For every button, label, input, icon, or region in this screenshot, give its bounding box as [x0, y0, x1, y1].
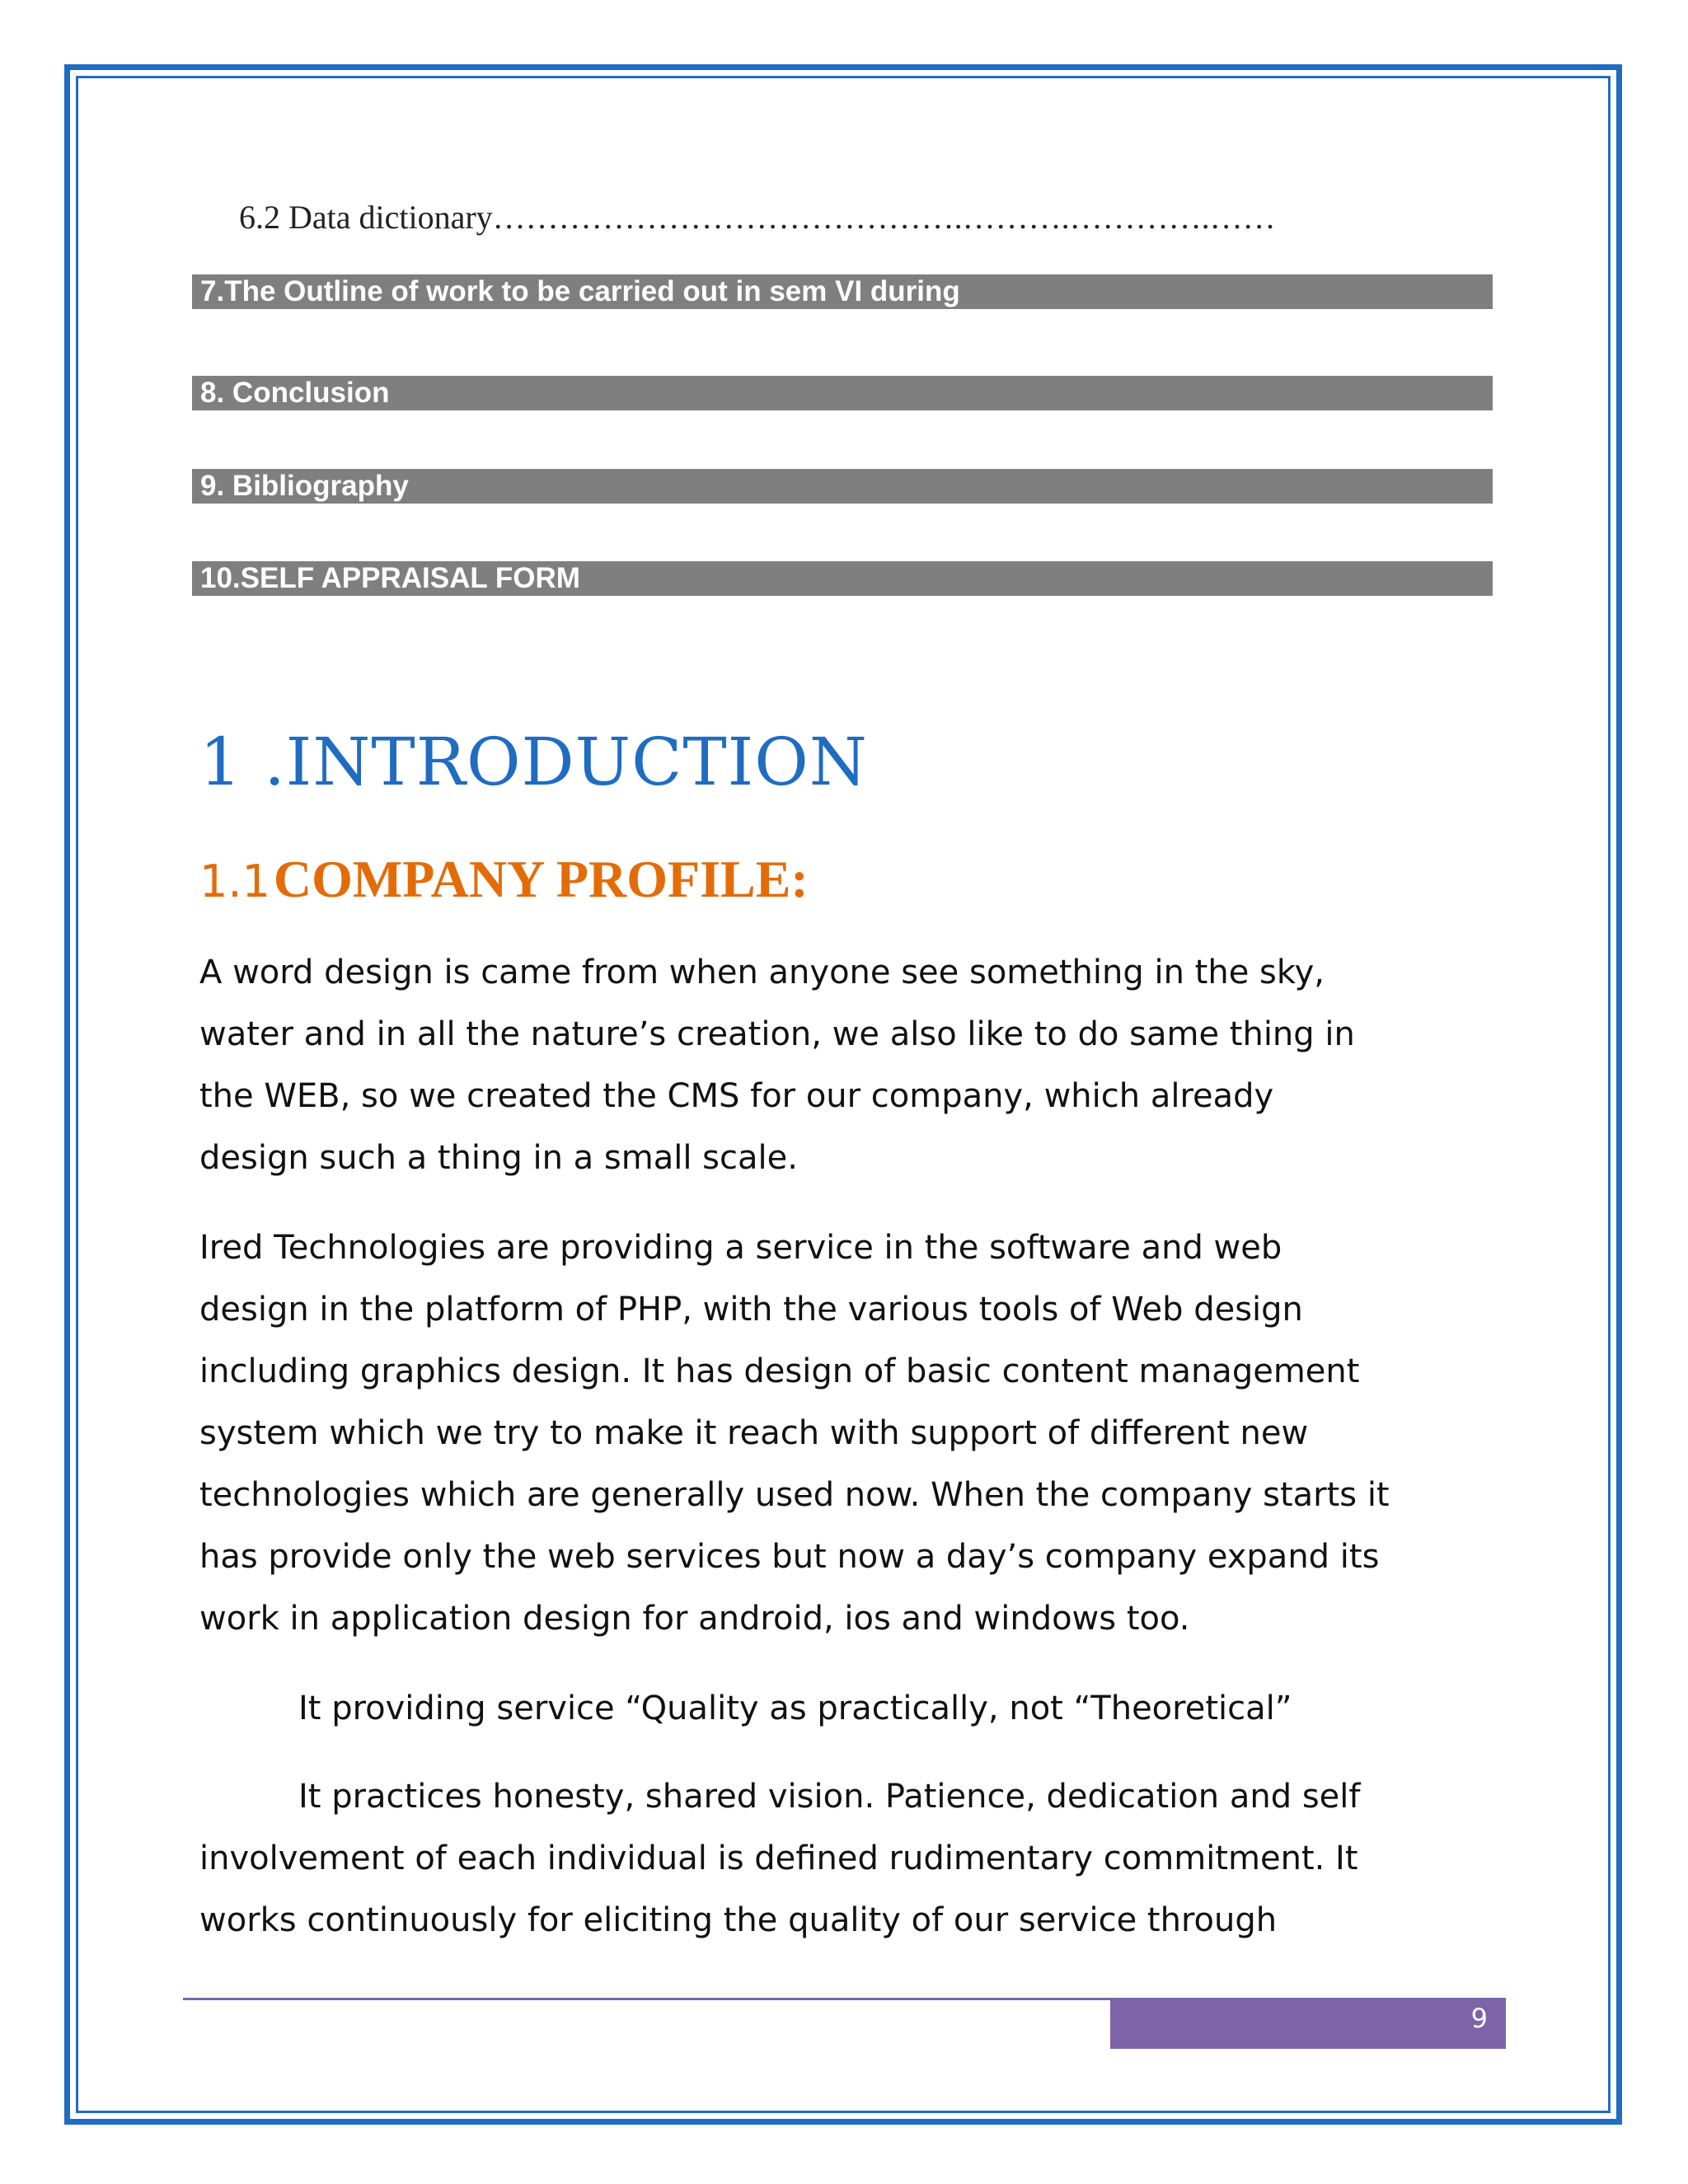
- paragraph-line: A word design is came from when anyone see something in the sky,: [199, 954, 1325, 991]
- paragraph-intro: [199, 942, 1502, 1189]
- paragraph-practices: [199, 1766, 1502, 1952]
- section-number: 1.1: [199, 855, 270, 907]
- toc-bar-bibliography: 9. Bibliography: [192, 469, 1493, 504]
- paragraph-line: system which we try to make it reach with support of different new: [199, 1414, 1309, 1452]
- paragraph-line: design in the platform of PHP, with the various tools of Web design: [199, 1291, 1303, 1329]
- toc-bar-self-appraisal: 10.SELF APPRAISAL FORM: [192, 561, 1493, 596]
- paragraph-line: works continuously for eliciting the quality of our service through: [199, 1901, 1278, 1939]
- paragraph-company-services: [199, 1217, 1502, 1650]
- paragraph-line: water and in all the nature’s creation, we also like to do same thing in: [199, 1015, 1355, 1053]
- paragraph-line: the WEB, so we created the CMS for our company, which already: [199, 1077, 1274, 1115]
- paragraph-line: has provide only the web services but now a day’s company expand its: [199, 1538, 1380, 1576]
- toc-bar-conclusion: 8. Conclusion: [192, 376, 1493, 410]
- paragraph-line: work in application design for android, ios and windows too.: [199, 1600, 1190, 1638]
- paragraph-line: Ired Technologies are providing a service in the software and web: [199, 1229, 1282, 1267]
- paragraph-line: technologies which are generally used now. When the company starts it: [199, 1476, 1390, 1514]
- section-heading: [199, 849, 809, 910]
- paragraph-line: design such a thing in a small scale.: [199, 1139, 798, 1177]
- section-title: COMPANY PROFILE:: [273, 850, 809, 908]
- paragraph-line: It practices honesty, shared vision. Patience, dedication and self: [298, 1778, 1361, 1816]
- paragraph-line: including graphics design. It has design of basic content management: [199, 1352, 1360, 1390]
- paragraph-line: involvement of each individual is defined rudimentary commitment. It: [199, 1840, 1358, 1877]
- paragraph-line: It providing service “Quality as practically, not “Theoretical”: [298, 1690, 1292, 1727]
- chapter-heading: 1 .INTRODUCTION: [199, 724, 868, 800]
- toc-entry-data-dictionary: 6.2 Data dictionary…………………………………….……….………….……: [239, 199, 1276, 236]
- page-number: 9: [1470, 2003, 1488, 2034]
- page-number-box: [1110, 1998, 1506, 2049]
- toc-bar-outline-of-work: 7.The Outline of work to be carried out in sem VI during: [192, 274, 1493, 309]
- paragraph-quality: [199, 1678, 1502, 1740]
